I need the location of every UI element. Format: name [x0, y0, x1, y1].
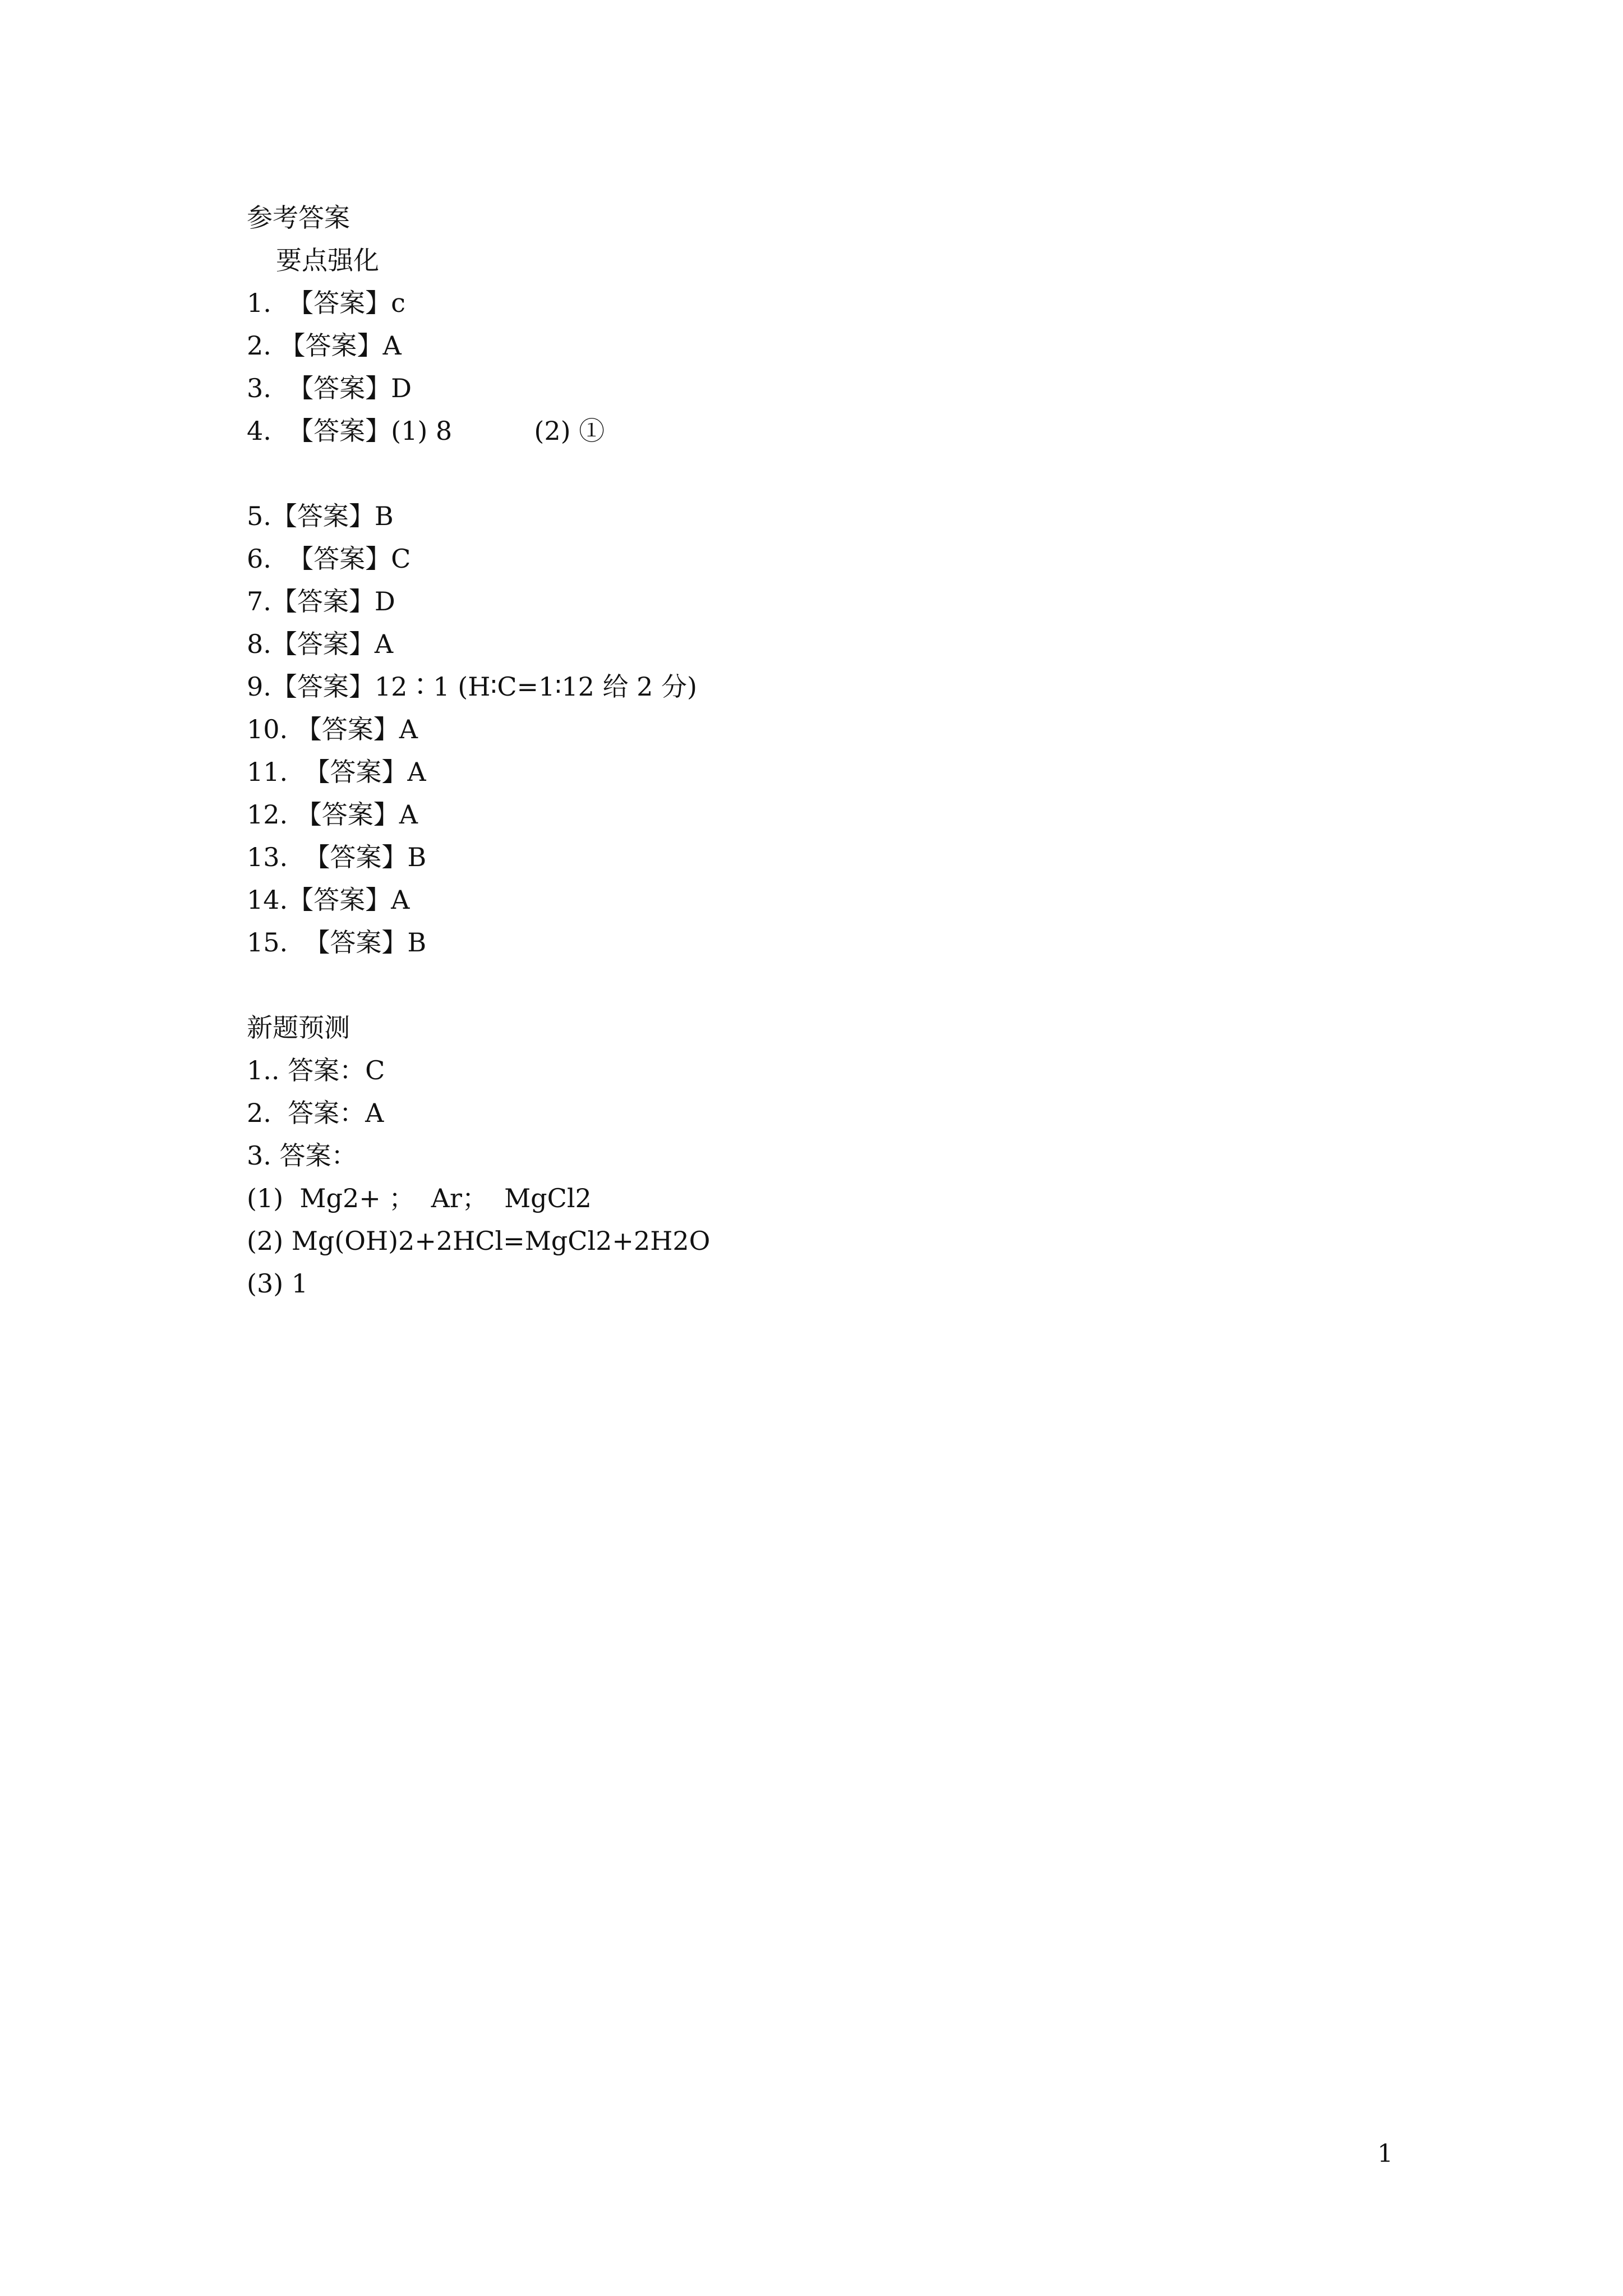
answer-subline: (2) Mg(OH)2+2HCl=MgCl2+2H2O [247, 1226, 711, 1256]
blank-line [247, 452, 1368, 495]
answer-line: 12. 【答案】A [247, 799, 418, 830]
answer-line: 3. 答案： [247, 1140, 357, 1171]
section-heading-key-points: 要点强化 [276, 245, 379, 275]
document-body [247, 196, 1368, 1305]
answer-line: 6. 【答案】C [247, 544, 411, 574]
section-heading-new-questions: 新题预测 [247, 1013, 350, 1043]
answer-line: 13. 【答案】B [247, 842, 427, 872]
page-number: 1 [1377, 2139, 1393, 2168]
answer-line: 2. 【答案】A [247, 330, 402, 361]
answer-line: 10. 【答案】A [247, 714, 418, 744]
answer-line: 1.. 答案：C [247, 1055, 385, 1085]
answer-line: 14.【答案】A [247, 885, 410, 915]
answer-line: 7.【答案】D [247, 586, 395, 616]
blank-line [247, 964, 1368, 1006]
answer-line: 1. 【答案】c [247, 288, 405, 318]
answer-line: 9.【答案】12∶1 (H∶C=1∶12 给 2 分) [247, 671, 697, 702]
document-title: 参考答案 [247, 203, 350, 233]
answer-line: 8.【答案】A [247, 629, 394, 659]
answer-line: 2. 答案：A [247, 1098, 384, 1128]
answer-line: 11. 【答案】A [247, 757, 426, 787]
answer-line: 4. 【答案】(1) 8 (2) ① [247, 416, 605, 446]
answer-line: 15. 【答案】B [247, 927, 427, 958]
answer-subline: (3) 1 [247, 1268, 308, 1299]
answer-subline: (1) Mg2+ ； Ar； MgCl2 [247, 1183, 592, 1213]
answer-line: 5.【答案】B [247, 501, 394, 531]
answer-line: 3. 【答案】D [247, 373, 412, 403]
